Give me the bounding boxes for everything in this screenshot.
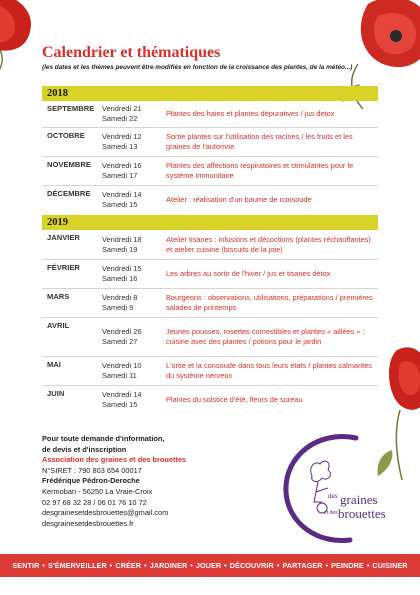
logo-word-des: des	[328, 494, 338, 500]
date-friday: Vendredi 10	[102, 361, 142, 370]
dates-cell	[102, 358, 164, 384]
footer-separator: •	[42, 561, 45, 570]
table-row	[42, 318, 378, 357]
contact-address: Kermoban - 56250 La Vraie-Croix	[42, 486, 153, 496]
contact-organization: Association des graines et des brouettes	[42, 455, 187, 465]
month-label: SEPTEMBRE	[47, 104, 95, 113]
contact-website[interactable]: desgrainesetdesbrouettes.fr	[42, 518, 134, 528]
date-friday: Vendredi 8	[102, 293, 138, 302]
logo-crescent-icon	[286, 437, 356, 541]
year-header-2019: 2019	[42, 215, 378, 230]
date-friday: Vendredi 12	[102, 132, 142, 141]
dates-cell	[102, 187, 164, 213]
dates-cell	[102, 387, 164, 413]
month-label: MAI	[47, 360, 61, 369]
calendar-table	[42, 86, 378, 414]
footer-word: CUISINER	[372, 561, 408, 570]
topic-cell: Plantes des affections respiratoires et stimulantes pour le système immunitaire	[166, 161, 354, 180]
table-row	[42, 386, 378, 414]
table-row	[42, 230, 378, 260]
table-row	[42, 186, 378, 214]
month-label: JANVIER	[47, 233, 80, 242]
topic-cell: Les arbres au sortir de l'hiver / jus et tisanes détox	[166, 269, 331, 279]
date-friday: Vendredi 26	[102, 327, 142, 336]
month-label: JUIN	[47, 389, 65, 398]
table-row	[42, 101, 378, 128]
month-label: MARS	[47, 292, 70, 301]
date-saturday: Samedi 15	[102, 200, 138, 209]
dates-cell	[102, 232, 164, 258]
contact-phones: 02 97 68 32 28 / 06 01 76 10 72	[42, 497, 147, 507]
footer-separator: •	[325, 561, 329, 570]
footer-activities-band	[0, 554, 420, 577]
table-row	[42, 289, 378, 318]
table-row	[42, 260, 378, 289]
dates-cell	[102, 290, 164, 316]
date-friday: Vendredi 18	[102, 234, 142, 244]
logo-word-et-des: et des	[324, 510, 338, 516]
topic-cell: Jeunes pousses, rosettes comestibles et plantes « aillées » : cuisine avec des plantes / potions pour le jardin	[166, 327, 365, 346]
contact-intro-line1: Pour toute demande d'information,	[42, 434, 165, 443]
dates-cell	[102, 129, 164, 155]
table-row	[42, 357, 378, 386]
month-label: FÉVRIER	[47, 263, 80, 272]
date-saturday: Samedi 16	[102, 274, 138, 283]
footer-word: PARTAGER	[282, 561, 323, 570]
date-friday: Vendredi 15	[102, 264, 142, 273]
date-saturday: Samedi 15	[102, 400, 138, 409]
topic-cell: Bourgeons : observations, utilisations, préparations / premières salades de printemps	[166, 293, 373, 312]
contact-intro-line2: de devis et d'inscription	[42, 444, 127, 454]
month-label: DÉCEMBRE	[47, 189, 91, 198]
logo-word-graines: graines	[340, 492, 378, 507]
logo-figure-icon	[311, 461, 331, 482]
logo-word-brouettes: brouettes	[338, 506, 386, 521]
footer-word: S'ÉMERVEILLER	[48, 561, 107, 570]
footer-separator: •	[144, 561, 147, 570]
contact-siret: N°SIRET : 790 803 654 00017	[42, 465, 142, 475]
table-row	[42, 157, 378, 186]
date-saturday: Samedi 27	[102, 337, 138, 346]
dates-cell	[102, 158, 164, 184]
topic-cell: Atelier tisanes : infusions et décoctions (plantes réchauffantes) et atelier cuisine (biscuits de la joie)	[166, 234, 371, 254]
topic-cell: Plantes des haies et plantes dépuratives / jus detox	[166, 109, 335, 119]
dates-cell	[102, 101, 164, 127]
date-saturday: Samedi 13	[102, 142, 138, 151]
page-title: Calendrier et thématiques	[42, 44, 221, 61]
month-label: AVRIL	[47, 321, 70, 330]
month-label: NOVEMBRE	[47, 160, 91, 169]
footer-separator: •	[109, 561, 113, 570]
date-saturday: Samedi 11	[102, 371, 137, 380]
contact-person: Frédérique Pédron-Deroche	[42, 476, 140, 486]
month-label: OCTOBRE	[47, 131, 85, 140]
footer-word: PEINDRE	[331, 561, 364, 570]
contact-email[interactable]: desgrainesetdesbrouettes@gmail.com	[42, 508, 169, 518]
table-row	[42, 128, 378, 157]
footer-separator: •	[366, 561, 370, 570]
date-saturday: Samedi 17	[102, 171, 138, 180]
contact-block	[42, 434, 262, 529]
footer-word: JOUER	[195, 561, 222, 570]
page-subtitle: (les dates et les thèmes peuvent être modifiés en fonction de la croissance des plantes, de la météo...)	[42, 64, 353, 71]
association-logo	[278, 432, 398, 547]
date-saturday: Samedi 19	[102, 244, 138, 254]
footer-word: JARDINER	[149, 561, 188, 570]
date-friday: Vendredi 14	[102, 390, 142, 399]
footer-word: SENTIR	[12, 561, 40, 570]
date-friday: Vendredi 21	[102, 104, 142, 113]
date-saturday: Samedi 9	[102, 303, 134, 312]
footer-separator: •	[224, 561, 227, 570]
footer-separator: •	[190, 561, 193, 570]
dates-cell	[102, 324, 164, 350]
topic-cell: L'ortie et la consoude dans tous leurs états / plantes calmantes du système nerveux	[166, 361, 373, 380]
footer-word: DÉCOUVRIR	[229, 561, 274, 570]
footer-word: CRÉER	[115, 561, 142, 570]
topic-cell: Atelier : réalisation d'un baume de consoude	[166, 195, 312, 205]
date-saturday: Samedi 22	[102, 114, 138, 123]
topic-cell: Plantes du solstice d'été, fleurs de sureau	[166, 395, 303, 405]
topic-cell: Sortie plantes sur l'utilisation des racines / les fruits et les graines de l'automne	[166, 132, 353, 151]
date-friday: Vendredi 16	[102, 161, 142, 170]
footer-separator: •	[276, 561, 280, 570]
dates-cell	[102, 261, 164, 287]
year-header-2018: 2018	[42, 86, 378, 101]
date-friday: Vendredi 14	[102, 190, 142, 199]
